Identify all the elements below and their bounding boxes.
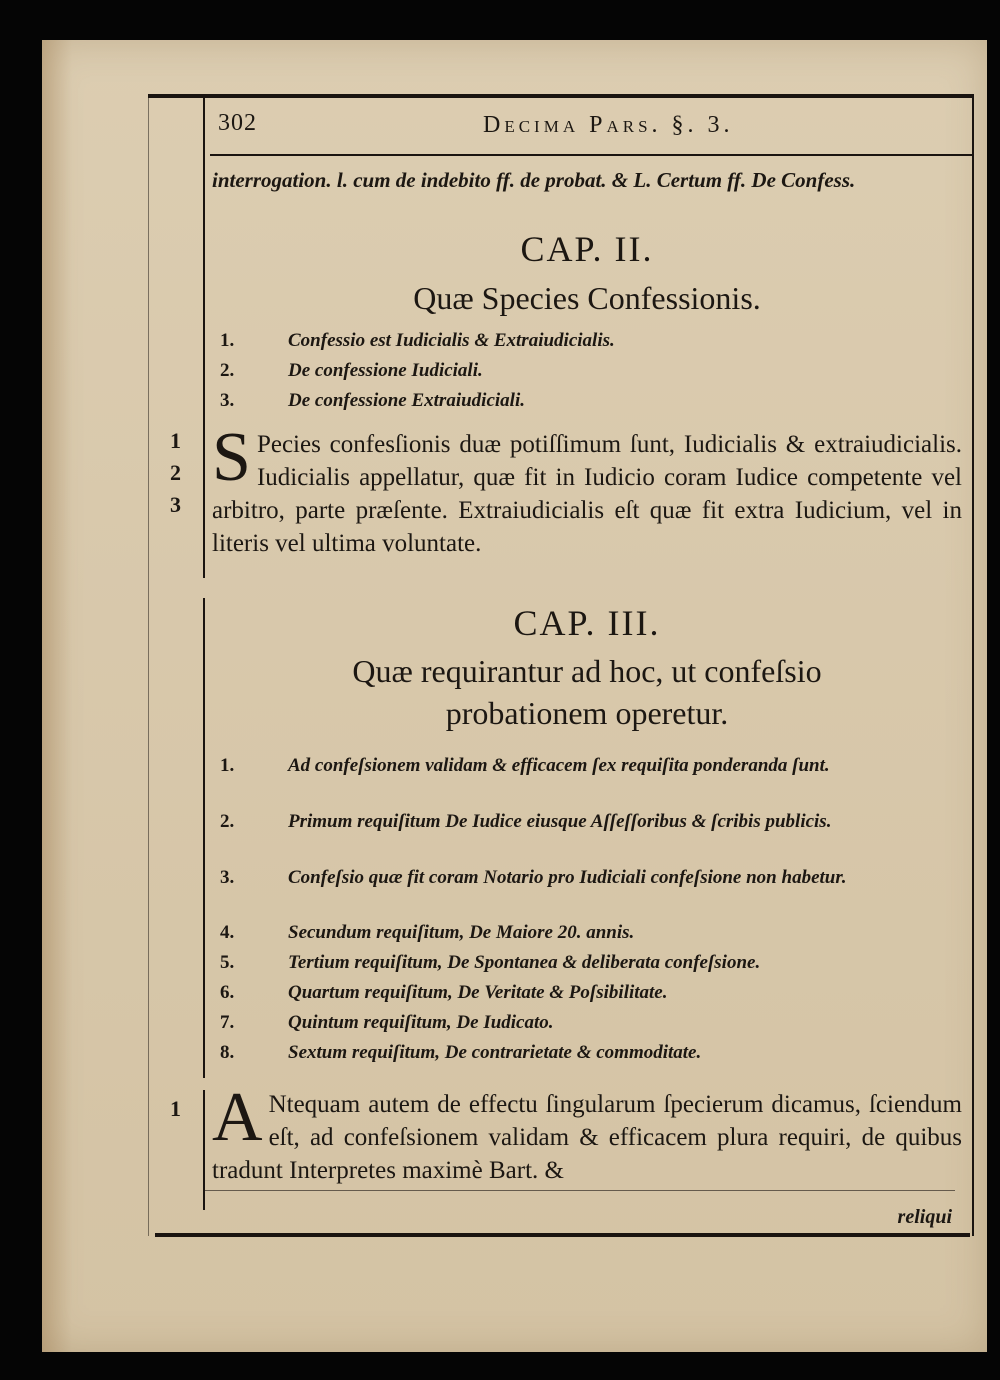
summary-item: 8. Sextum requiſitum, De contrarietate & commoditate.: [220, 1042, 702, 1063]
page-header: [218, 110, 758, 150]
right-edge-line: [972, 96, 974, 1236]
summary-item: 3. Confeſsio quæ fit coram Notario pro Iudiciali confeſsione non habetur.: [220, 867, 847, 888]
outer-margin-line: [148, 96, 149, 1236]
body-paragraph: [212, 1079, 962, 1187]
chapter-summary: [212, 752, 962, 1072]
chapter-summary: [212, 330, 962, 420]
margin-line-mid: [203, 598, 205, 1078]
bottom-rule-thin: [205, 1190, 955, 1191]
body-paragraph: [212, 419, 962, 560]
summary-item: 4. Secundum requiſitum, De Maiore 20. annis.: [220, 922, 635, 943]
summary-item: 5. Tertium requiſitum, De Spontanea & deliberata confeſsione.: [220, 952, 761, 973]
catchword: reliqui: [897, 1206, 952, 1228]
summary-item: 7. Quintum requiſitum, De Iudicato.: [220, 1012, 554, 1033]
summary-item: 1. Ad confeſsionem validam & efficacem ſex requiſita ponderanda ſunt.: [220, 755, 830, 776]
running-title: Decima Pars. §. 3.: [483, 112, 734, 138]
summary-item: 2. Primum requiſitum De Iudice eiusque Aſſeſſoribus & ſcribis publicis.: [220, 811, 832, 832]
header-rule: [210, 154, 974, 156]
summary-item: 1. Confessio est Iudicialis & Extraiudicialis.: [220, 330, 615, 351]
page-number: 302: [218, 110, 257, 136]
summary-item: 6. Quartum requiſitum, De Veritate & Poſsibilitate.: [220, 982, 668, 1003]
drop-cap: A: [212, 1079, 263, 1156]
continuation-text: interrogation. l. cum de indebito ff. de probat. & L. Certum ff. De Confess.: [212, 168, 856, 192]
chapter-title: Quæ Species Confessionis.: [413, 280, 761, 316]
drop-cap: S: [212, 419, 251, 496]
margin-line-upper: [203, 96, 205, 578]
chapter-title: Quæ requirantur ad hoc, ut confeſsio probationem operetur.: [352, 653, 822, 731]
margin-number: 3: [170, 492, 181, 517]
summary-item: 2. De confessione Iudiciali.: [220, 360, 483, 381]
bottom-rule: [155, 1233, 970, 1237]
chapter-heading: CAP. II.: [520, 229, 654, 269]
summary-item: 3. De confessione Extraiudiciali.: [220, 390, 525, 411]
paragraph-text: Ntequam autem de effectu ſingularum ſpecierum dicamus, ſciendum eſt, ad confeſsionem validam & efficacem plura requiri, de quibus tradunt Interpretes maximè Bart. &: [212, 1091, 962, 1184]
top-rule: [148, 94, 974, 98]
margin-number: 1: [170, 428, 181, 453]
paragraph-text: Pecies confesſionis duæ potiſſimum ſunt, Iudicialis & extraiudicialis. Iudicialis appellatur, quæ fit in Iudicio coram Iudice competente vel arbitro, parte præſente. Extraiudicialis eſt quæ fit extra Iudicium, vel in literis vel ultima voluntate.: [212, 431, 962, 557]
margin-line-lower: [203, 1090, 205, 1210]
margin-number: 1: [170, 1096, 181, 1121]
margin-number: 2: [170, 460, 181, 485]
chapter-heading: CAP. III.: [513, 603, 661, 643]
